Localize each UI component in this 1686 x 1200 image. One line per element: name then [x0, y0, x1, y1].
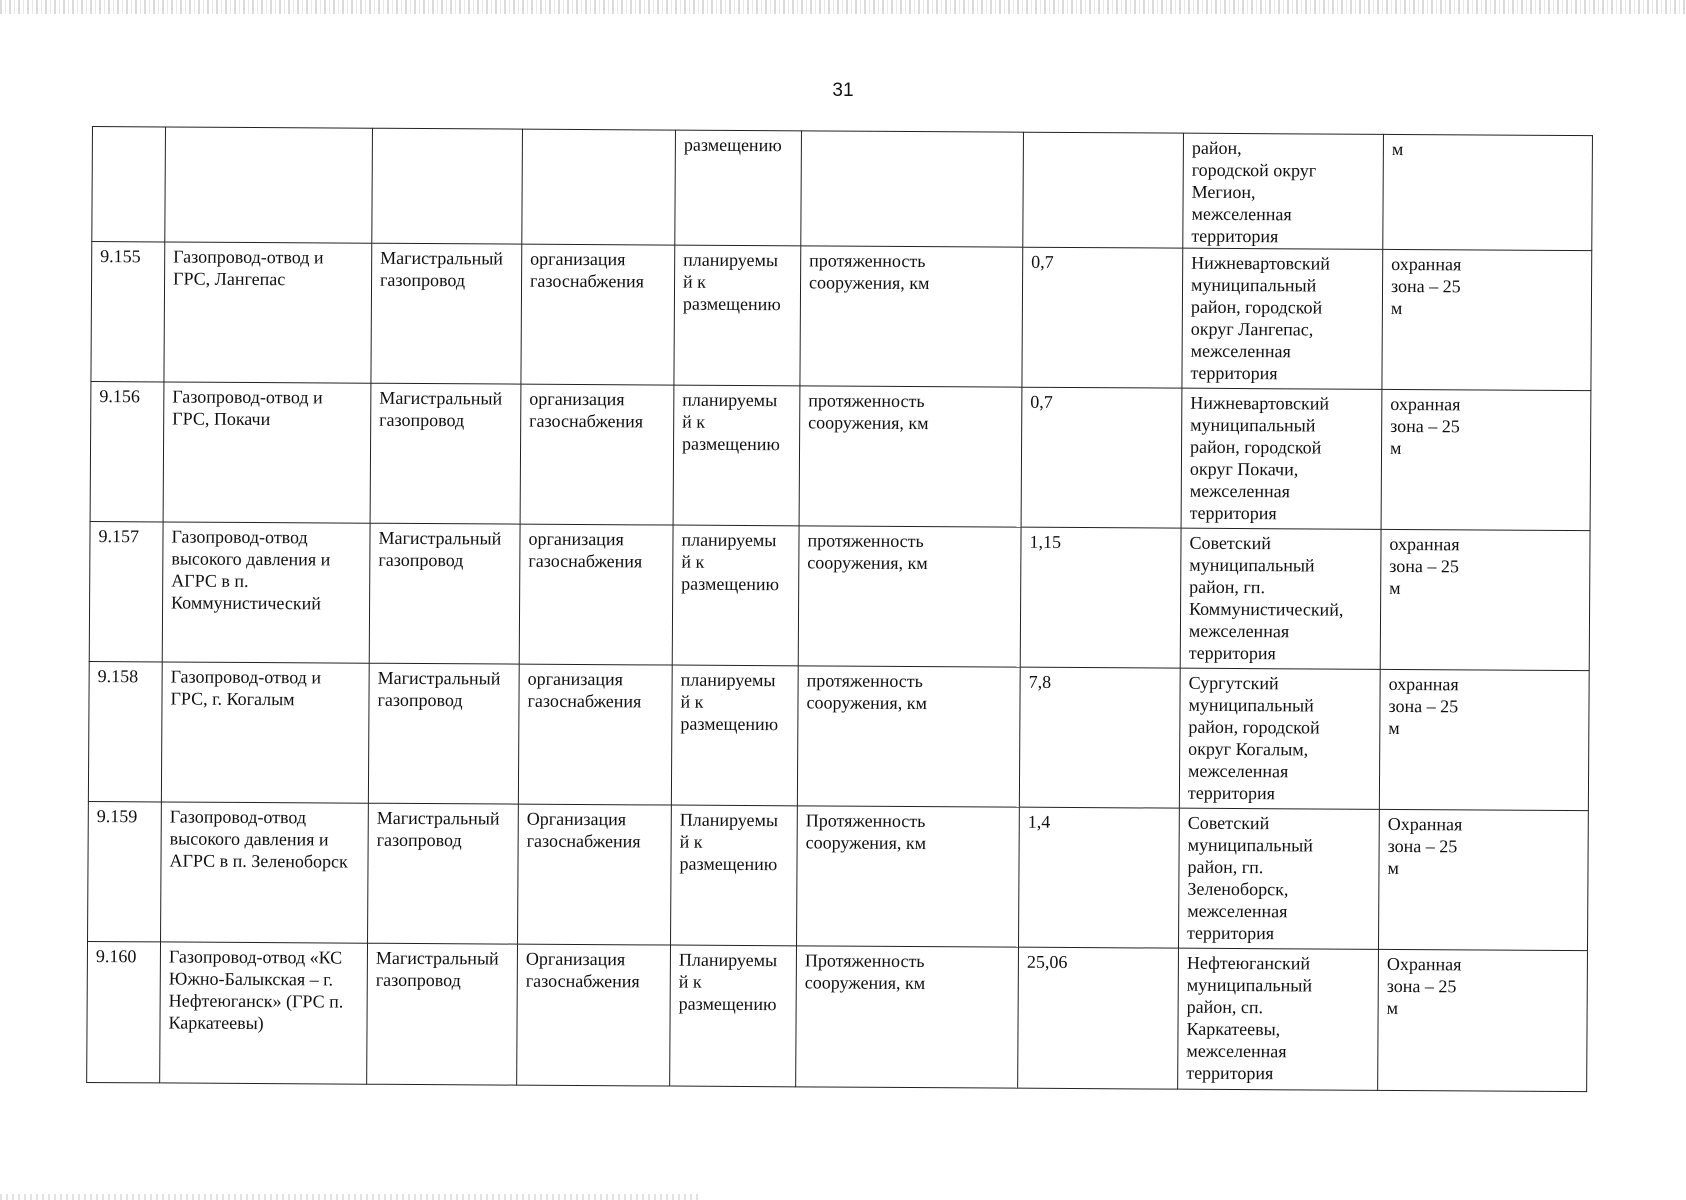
cell-line: Мегион, — [1191, 181, 1256, 203]
cell-purpose — [521, 244, 675, 385]
cell-line: газопровод — [376, 829, 462, 851]
cell-category — [369, 523, 520, 664]
cell-parameter — [797, 806, 1020, 947]
cell-line: й к — [680, 691, 704, 712]
cell-parameter — [801, 131, 1024, 247]
cell-line: Газопровод-отвод — [171, 526, 308, 548]
cell-line: протяженность — [809, 250, 926, 272]
cell-line: муниципальный — [1186, 974, 1313, 996]
cell-line: территория — [1189, 502, 1277, 524]
table-row — [88, 801, 1589, 950]
cell-name — [165, 127, 373, 243]
cell-name — [161, 802, 369, 943]
cell-line: зона – 25 — [1388, 695, 1459, 717]
cell-name — [160, 942, 368, 1084]
table-row — [88, 661, 1589, 810]
cell-parameter — [797, 666, 1020, 807]
cell-line: территория — [1190, 362, 1278, 384]
cell-line: сооружения, км — [807, 552, 928, 574]
cell-line: охранная — [1388, 673, 1459, 695]
cell-line: Газопровод-отвод и — [172, 386, 323, 408]
cell-line: территория — [1187, 922, 1275, 944]
cell-category — [370, 383, 521, 524]
cell-line: газоснабжения — [530, 270, 645, 292]
cell-line: Нефтеюганск» (ГРС п. — [168, 990, 344, 1012]
cell-line: Магистральный — [379, 387, 503, 409]
table-row — [91, 242, 1592, 391]
cell-location — [1178, 948, 1379, 1090]
cell-line: территория — [1191, 225, 1279, 247]
cell-line: зона – 25 — [1389, 555, 1460, 577]
cell-line: Газопровод-отвод «КС — [168, 946, 343, 968]
cell-line: Протяженность — [804, 950, 925, 972]
cell-num: 9.158 — [88, 661, 162, 801]
cell-category — [372, 128, 523, 244]
cell-location — [1178, 808, 1379, 949]
cell-line: организация — [528, 528, 624, 550]
table-body — [87, 127, 1593, 1092]
cell-category — [368, 663, 519, 804]
cell-line: размещению — [678, 993, 777, 1015]
cell-line: размещению — [682, 433, 780, 455]
cell-line: Газопровод-отвод — [169, 806, 307, 828]
cell-line: межселенная — [1188, 760, 1289, 782]
cell-line: охранная — [1389, 533, 1460, 555]
cell-line: м — [1389, 577, 1401, 599]
cell-name — [161, 662, 369, 803]
cell-line: район, сп. — [1186, 996, 1264, 1018]
cell-line: район, — [1191, 137, 1242, 159]
cell-purpose — [518, 664, 672, 805]
cell-line: газопровод — [379, 409, 465, 431]
cell-purpose — [517, 944, 671, 1086]
cell-line: округ Покачи, — [1189, 458, 1299, 480]
cell-line: газоснабжения — [527, 690, 642, 712]
cell-line: муниципальный — [1189, 554, 1315, 576]
cell-line: протяженность — [807, 530, 924, 552]
cell-line: межселенная — [1187, 900, 1288, 922]
cell-line: газопровод — [378, 549, 464, 571]
cell-line: Каркатеевы, — [1186, 1018, 1281, 1040]
cell-line: протяженность — [808, 390, 925, 412]
table-row-continuation — [92, 127, 1593, 251]
cell-zone — [1379, 669, 1589, 810]
document-page — [86, 126, 1592, 1092]
cell-category — [368, 803, 519, 944]
table-row — [90, 381, 1591, 530]
cell-line: планируемы — [680, 669, 776, 691]
cell-line: сооружения, км — [805, 832, 927, 854]
scan-edge-top — [0, 0, 1686, 14]
cell-name — [162, 522, 370, 663]
cell-line: Сургутский — [1188, 672, 1279, 694]
cell-line: м — [1386, 997, 1399, 1018]
cell-line: ГРС, г. Когалым — [170, 688, 295, 710]
cell-line: Коммунистический — [171, 592, 321, 614]
cell-location — [1182, 248, 1383, 389]
cell-num: 9.157 — [89, 521, 163, 661]
cell-line: АГРС в п. Зеленоборск — [169, 850, 348, 872]
cell-line: Южно-Балыкская – г. — [168, 968, 334, 990]
cell-value: 0,7 — [1022, 247, 1183, 388]
cell-value: 1,4 — [1019, 807, 1180, 948]
cell-num: 9.155 — [91, 242, 165, 382]
cell-status — [672, 525, 799, 666]
cell-line: зона – 25 — [1387, 835, 1458, 857]
cell-line: й к — [678, 971, 702, 992]
cell-line: сооружения, км — [808, 272, 930, 294]
cell-line: муниципальный — [1188, 694, 1314, 716]
cell-line: охранная — [1391, 253, 1462, 275]
cell-num: 9.159 — [88, 801, 162, 941]
cell-line: межселенная — [1186, 1040, 1287, 1062]
cell-line: й к — [682, 271, 707, 292]
cell-line: Нижневартовский — [1190, 392, 1330, 414]
cell-line: территория — [1188, 642, 1276, 664]
cell-num: 9.156 — [90, 381, 164, 521]
cell-line: размещению — [681, 573, 780, 595]
cell-line: высокого давления и — [169, 828, 329, 850]
cell-value: 7,8 — [1019, 667, 1180, 808]
cell-location — [1179, 668, 1380, 809]
cell-line: организация — [530, 248, 626, 270]
cell-line: Организация — [526, 808, 627, 830]
cell-line: размещению — [680, 713, 779, 735]
cell-line: газоснабжения — [526, 830, 641, 852]
cell-location — [1181, 388, 1382, 529]
cell-line: территория — [1186, 1062, 1274, 1084]
cell-line: Протяженность — [805, 810, 926, 832]
cell-zone — [1378, 949, 1588, 1091]
cell-line: Советский — [1189, 532, 1272, 554]
cell-line: газопровод — [380, 269, 466, 291]
cell-purpose — [518, 804, 672, 945]
cell-line: сооружения, км — [806, 692, 927, 714]
cell-line: Магистральный — [380, 247, 504, 269]
cell-value — [1023, 132, 1184, 248]
cell-line: газоснабжения — [525, 970, 640, 992]
cell-line: межселенная — [1189, 480, 1291, 502]
cell-line: м — [1388, 717, 1400, 738]
cell-line: размещению — [679, 853, 778, 875]
cell-status — [670, 945, 797, 1087]
cell-status — [673, 385, 800, 526]
cell-status — [674, 245, 801, 386]
cell-location — [1183, 133, 1384, 249]
table-row — [87, 941, 1588, 1091]
cell-zone: м — [1383, 134, 1593, 250]
cell-line: й к — [679, 831, 703, 852]
cell-zone — [1378, 809, 1588, 950]
cell-line: муниципальный — [1187, 834, 1313, 856]
page-number: 31 — [832, 80, 854, 101]
cell-parameter — [800, 246, 1023, 387]
cell-line: Охранная — [1387, 813, 1463, 835]
cell-line: территория — [1187, 782, 1276, 804]
scan-edge-bottom — [0, 1194, 700, 1200]
cell-line: Нефтеюганский — [1186, 952, 1311, 974]
cell-line: ГРС, Покачи — [172, 408, 271, 430]
cell-value: 25,06 — [1018, 947, 1179, 1089]
cell-purpose — [520, 384, 674, 525]
cell-line: газоснабжения — [528, 550, 643, 572]
cell-line: Организация — [525, 948, 626, 970]
cell-name — [164, 242, 372, 383]
cell-line: Зеленоборск, — [1187, 878, 1289, 900]
cell-line: сооружения, км — [804, 972, 926, 994]
cell-line: межселенная — [1190, 340, 1291, 362]
cell-line: муниципальный — [1190, 414, 1316, 436]
cell-status — [671, 805, 798, 946]
cell-line: планируемы — [682, 389, 778, 411]
cell-line: газоснабжения — [529, 410, 644, 432]
cell-value: 0,7 — [1021, 387, 1182, 528]
cell-line: м — [1390, 297, 1403, 319]
cell-line: газопровод — [377, 689, 463, 711]
cell-line: район, городской — [1188, 716, 1320, 738]
cell-line: Планируемы — [679, 809, 779, 831]
cell-line: высокого давления и — [171, 548, 331, 570]
cell-line: Планируемы — [678, 949, 778, 971]
cell-line: м — [1389, 437, 1402, 459]
cell-line: Магистральный — [376, 807, 500, 829]
cell-line: ГРС, Лангепас — [173, 268, 286, 290]
cell-category — [371, 243, 522, 384]
cell-line: газопровод — [375, 969, 461, 991]
cell-line: Магистральный — [377, 667, 501, 689]
cell-line: округ Когалым, — [1188, 738, 1309, 760]
cell-parameter — [799, 386, 1022, 527]
cell-status: размещению — [675, 130, 802, 246]
cell-line: сооружения, км — [808, 412, 929, 434]
cell-category — [367, 943, 518, 1085]
cell-zone — [1382, 249, 1592, 390]
cell-line: й к — [681, 551, 705, 572]
cell-line: планируемы — [683, 249, 779, 271]
cell-line: Газопровод-отвод и — [170, 666, 322, 688]
cell-line: район, гп. — [1187, 856, 1264, 878]
cell-line: муниципальный — [1190, 274, 1317, 296]
cell-line: АГРС в п. — [171, 570, 249, 591]
cell-line: Охранная — [1386, 953, 1462, 975]
objects-table — [86, 126, 1593, 1092]
cell-line: й к — [682, 411, 706, 432]
cell-value: 1,15 — [1020, 527, 1181, 668]
cell-line: протяженность — [806, 670, 923, 692]
cell-line: округ Лангепас, — [1190, 318, 1314, 340]
cell-line: размещению — [682, 293, 781, 315]
table-row — [89, 521, 1590, 670]
cell-line: городской округ — [1191, 159, 1317, 181]
cell-parameter — [796, 946, 1019, 1088]
cell-purpose — [519, 524, 673, 665]
cell-line: организация — [529, 388, 625, 410]
cell-line: зона – 25 — [1390, 415, 1460, 437]
cell-name — [163, 382, 371, 523]
cell-zone — [1380, 529, 1590, 670]
cell-purpose — [522, 129, 676, 245]
cell-line: район, городской — [1190, 296, 1323, 318]
cell-zone — [1381, 389, 1591, 530]
cell-line: Магистральный — [375, 947, 499, 969]
cell-line: Советский — [1187, 812, 1270, 834]
cell-line: охранная — [1390, 393, 1461, 415]
cell-line: Коммунистический, — [1189, 598, 1344, 620]
cell-line: район, гп. — [1189, 576, 1266, 598]
cell-parameter — [798, 526, 1021, 667]
cell-line: Нижневартовский — [1191, 252, 1330, 274]
cell-line: организация — [527, 668, 623, 690]
cell-num — [92, 127, 166, 242]
cell-line: Каркатеевы) — [168, 1012, 264, 1034]
cell-line: межселенная — [1188, 620, 1290, 642]
cell-line: планируемы — [681, 529, 777, 551]
cell-line: Магистральный — [378, 527, 502, 549]
cell-num: 9.160 — [87, 941, 161, 1082]
cell-status — [671, 665, 798, 806]
cell-line: межселенная — [1191, 203, 1292, 225]
cell-line: зона – 25 — [1390, 275, 1461, 297]
cell-line: зона – 25 — [1386, 975, 1457, 997]
cell-line: район, городской — [1190, 436, 1322, 458]
cell-location — [1180, 528, 1381, 669]
cell-line: Газопровод-отвод и — [173, 246, 324, 268]
cell-line: м — [1387, 857, 1399, 878]
